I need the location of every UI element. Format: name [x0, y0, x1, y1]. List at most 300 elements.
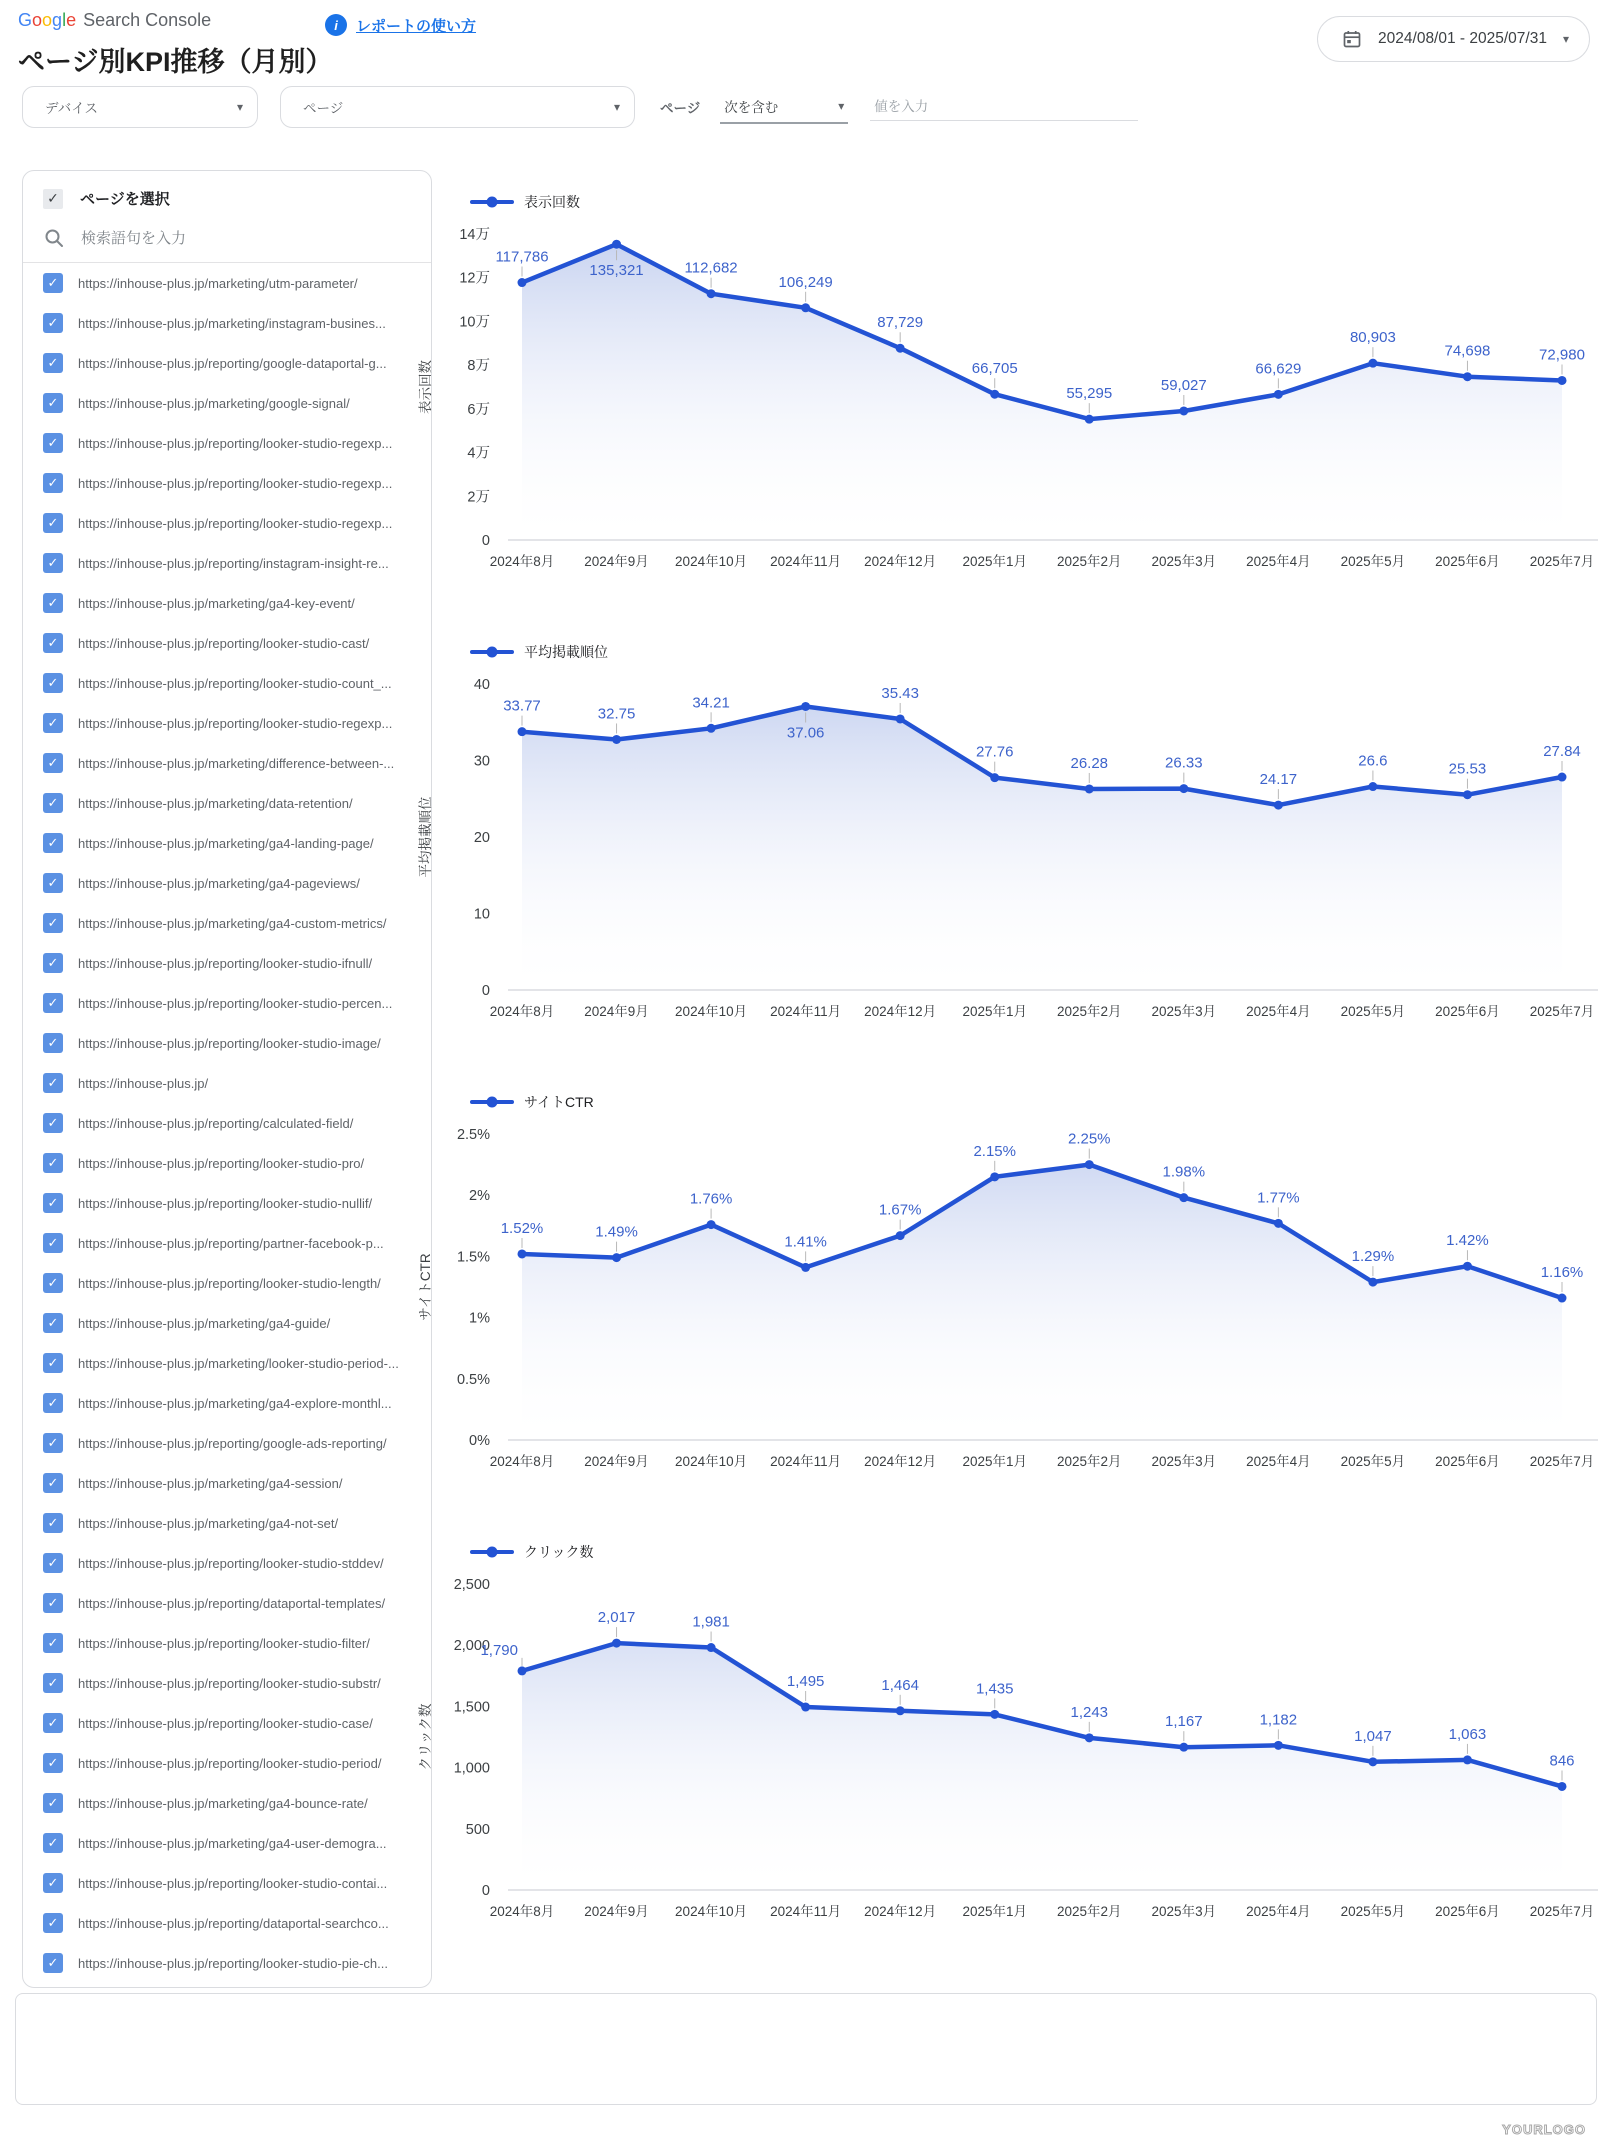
svg-text:2024年8月: 2024年8月 — [489, 1454, 555, 1469]
data-label: 37.06 — [786, 724, 825, 742]
page-url-label: https://inhouse-plus.jp/marketing/ga4-pageviews/ — [78, 875, 360, 891]
svg-text:2024年10月: 2024年10月 — [675, 554, 748, 569]
svg-text:2万: 2万 — [467, 489, 490, 506]
svg-text:2024年10月: 2024年10月 — [675, 1454, 748, 1469]
page-filter-row[interactable] — [23, 1303, 431, 1343]
page-filter-row[interactable] — [23, 983, 431, 1023]
svg-text:12万: 12万 — [459, 270, 490, 287]
page-select-title: ページを選択 — [80, 191, 170, 208]
svg-text:500: 500 — [465, 1821, 490, 1838]
data-point — [1085, 784, 1094, 793]
checked-checkbox-icon[interactable]: ✓ — [43, 273, 63, 293]
line-chart-0 — [410, 220, 1605, 572]
checked-checkbox-icon[interactable]: ✓ — [43, 713, 63, 733]
data-label: 32.75 — [597, 705, 636, 723]
page-url-label: https://inhouse-plus.jp/marketing/ga4-guide/ — [78, 1315, 331, 1331]
checked-checkbox-icon[interactable]: ✓ — [43, 913, 63, 933]
data-point — [990, 773, 999, 782]
data-label: 27.76 — [975, 743, 1014, 761]
page-url-label: https://inhouse-plus.jp/reporting/looker-studio-length/ — [78, 1275, 381, 1291]
svg-text:2024年9月: 2024年9月 — [584, 1004, 649, 1019]
checked-checkbox-icon[interactable]: ✓ — [43, 1113, 63, 1133]
data-label: 1,243 — [1070, 1703, 1109, 1721]
series-area — [522, 244, 1562, 540]
svg-text:2025年4月: 2025年4月 — [1246, 1904, 1311, 1919]
data-point — [1274, 1219, 1283, 1228]
date-range-value: 2024/08/01 - 2025/07/31 — [1378, 30, 1547, 47]
svg-text:2025年3月: 2025年3月 — [1151, 554, 1217, 569]
svg-text:2024年8月: 2024年8月 — [489, 554, 555, 569]
page-filter-row[interactable] — [23, 743, 431, 783]
page-url-label: https://inhouse-plus.jp/reporting/looker-studio-regexp... — [78, 435, 393, 451]
data-point — [1368, 782, 1377, 791]
page-url-label: https://inhouse-plus.jp/marketing/ga4-custom-metrics/ — [78, 915, 387, 931]
checked-checkbox-icon[interactable]: ✓ — [43, 313, 63, 333]
data-point — [896, 1706, 905, 1715]
page-filter-row[interactable] — [23, 303, 431, 343]
checked-checkbox-icon[interactable]: ✓ — [43, 633, 63, 653]
checked-checkbox-icon[interactable]: ✓ — [43, 1633, 63, 1653]
page-filter-row[interactable] — [23, 423, 431, 463]
data-point — [1558, 376, 1567, 385]
data-label: 1,790 — [480, 1641, 518, 1659]
checked-checkbox-icon[interactable]: ✓ — [43, 1713, 63, 1733]
data-point — [1179, 1743, 1188, 1752]
page-filter-row[interactable] — [23, 1503, 431, 1543]
page-url-label: https://inhouse-plus.jp/reporting/looker-studio-image/ — [78, 1035, 381, 1051]
checked-checkbox-icon[interactable]: ✓ — [43, 353, 63, 373]
data-point — [1274, 390, 1283, 399]
data-point — [801, 702, 810, 711]
data-label: 80,903 — [1349, 329, 1396, 347]
legend-series-marker-icon — [470, 1546, 514, 1558]
svg-text:2025年4月: 2025年4月 — [1246, 554, 1311, 569]
help-area — [325, 14, 476, 36]
empty-footer-panel — [15, 1993, 1597, 2105]
page-filter-row[interactable] — [23, 943, 431, 983]
checked-checkbox-icon[interactable]: ✓ — [43, 1473, 63, 1493]
chart-legend — [410, 192, 1612, 212]
search-icon — [43, 227, 65, 249]
checked-checkbox-icon[interactable]: ✓ — [43, 1393, 63, 1413]
data-point — [612, 735, 621, 744]
svg-text:2,000: 2,000 — [453, 1638, 490, 1655]
y-axis-title: 表示回数 — [418, 360, 433, 414]
checked-checkbox-icon[interactable]: ✓ — [43, 1513, 63, 1533]
data-label: 117,786 — [495, 248, 549, 266]
svg-text:14万: 14万 — [459, 227, 490, 243]
data-label: 1.49% — [595, 1223, 638, 1241]
svg-text:2025年4月: 2025年4月 — [1246, 1454, 1311, 1469]
page-filter-dropdown[interactable] — [280, 86, 635, 128]
svg-text:2024年11月: 2024年11月 — [770, 1004, 842, 1019]
page-url-label: https://inhouse-plus.jp/marketing/google-signal/ — [78, 395, 350, 411]
svg-text:1%: 1% — [469, 1310, 490, 1327]
chart-block-0 — [410, 192, 1612, 572]
chart-legend — [410, 642, 1612, 662]
checked-checkbox-icon[interactable]: ✓ — [43, 593, 63, 613]
page-url-label: https://inhouse-plus.jp/marketing/ga4-explore-monthl... — [78, 1395, 392, 1411]
data-label: 24.17 — [1259, 771, 1298, 789]
legend-label: クリック数 — [524, 1544, 594, 1560]
data-label: 106,249 — [778, 273, 833, 291]
page-filter-row[interactable] — [23, 1463, 431, 1503]
select-all-checkbox[interactable]: ✓ — [43, 189, 63, 209]
svg-text:2025年7月: 2025年7月 — [1529, 1904, 1595, 1919]
x-axis-labels — [490, 553, 1595, 569]
logo-letter: G — [18, 10, 33, 30]
checked-checkbox-icon[interactable]: ✓ — [43, 753, 63, 773]
svg-text:10万: 10万 — [459, 314, 490, 331]
page-url-label: https://inhouse-plus.jp/reporting/looker-studio-filter/ — [78, 1635, 370, 1651]
svg-text:2025年5月: 2025年5月 — [1340, 1904, 1406, 1919]
checked-checkbox-icon[interactable]: ✓ — [43, 1313, 63, 1333]
y-axis-ticks — [457, 1127, 490, 1449]
checked-checkbox-icon[interactable]: ✓ — [43, 993, 63, 1013]
y-axis-title: クリック数 — [418, 1703, 433, 1771]
page-url-label: https://inhouse-plus.jp/reporting/partner-facebook-p... — [78, 1235, 384, 1251]
page-filter-row[interactable] — [23, 1423, 431, 1463]
data-label: 2,017 — [597, 1609, 636, 1627]
checked-checkbox-icon[interactable]: ✓ — [43, 873, 63, 893]
svg-text:2024年11月: 2024年11月 — [770, 1904, 842, 1919]
page-filter-row[interactable] — [23, 1703, 431, 1743]
logo-letter: o — [32, 10, 43, 30]
data-point — [990, 1172, 999, 1181]
logo-letter: e — [66, 10, 77, 30]
page-filter-row[interactable] — [23, 663, 431, 703]
x-axis-labels — [490, 1903, 1595, 1919]
data-label: 1.41% — [784, 1233, 827, 1251]
data-point — [518, 1249, 527, 1258]
series-area — [522, 1643, 1562, 1890]
google-logo-letters — [18, 10, 76, 31]
data-point — [707, 289, 716, 298]
page-filter-row[interactable] — [23, 823, 431, 863]
svg-text:0: 0 — [481, 1883, 490, 1899]
svg-text:2025年3月: 2025年3月 — [1151, 1454, 1217, 1469]
data-label: 72,980 — [1539, 346, 1585, 364]
svg-text:2025年1月: 2025年1月 — [962, 554, 1028, 569]
checked-checkbox-icon[interactable]: ✓ — [43, 553, 63, 573]
data-point — [518, 278, 527, 287]
svg-text:2025年5月: 2025年5月 — [1340, 554, 1406, 569]
kpi-charts-area — [410, 192, 1612, 1992]
page-filter-row[interactable] — [23, 1183, 431, 1223]
svg-text:2025年3月: 2025年3月 — [1151, 1904, 1217, 1919]
data-label: 1.52% — [500, 1219, 544, 1237]
data-point — [518, 1666, 527, 1675]
svg-text:6万: 6万 — [467, 401, 490, 418]
page-filter-row[interactable] — [23, 1623, 431, 1663]
y-axis-ticks — [474, 677, 490, 999]
data-point — [1368, 1757, 1377, 1766]
report-help-link[interactable]: レポートの使い方 — [356, 17, 477, 35]
data-point — [1179, 406, 1188, 415]
page-filter-row[interactable] — [23, 623, 431, 663]
checked-checkbox-icon[interactable]: ✓ — [43, 1073, 63, 1093]
data-label: 1.77% — [1257, 1189, 1300, 1207]
data-point — [1558, 773, 1567, 782]
page-url-label: https://inhouse-plus.jp/reporting/looker-studio-pro/ — [78, 1155, 365, 1171]
data-label: 1.16% — [1540, 1264, 1584, 1282]
condition-operator-value: 次を含む — [724, 100, 779, 115]
data-label: 1,981 — [692, 1613, 730, 1631]
checked-checkbox-icon[interactable]: ✓ — [43, 473, 63, 493]
page-checkbox-list[interactable] — [23, 263, 431, 2023]
legend-label: 表示回数 — [524, 194, 580, 210]
svg-text:2024年12月: 2024年12月 — [864, 1454, 937, 1469]
checked-checkbox-icon[interactable]: ✓ — [43, 1913, 63, 1933]
page-filter-label: ページ — [303, 101, 344, 116]
page-filter-row[interactable] — [23, 1143, 431, 1183]
page-url-label: https://inhouse-plus.jp/reporting/looker-studio-substr/ — [78, 1675, 381, 1691]
page-filter-row[interactable] — [23, 463, 431, 503]
page-url-label: https://inhouse-plus.jp/reporting/looker-studio-nullif/ — [78, 1195, 373, 1211]
page-filter-row[interactable] — [23, 1063, 431, 1103]
legend-series-marker-icon — [470, 646, 514, 658]
page-filter-row[interactable] — [23, 1583, 431, 1623]
data-label: 55,295 — [1066, 385, 1113, 403]
svg-text:0%: 0% — [469, 1433, 490, 1449]
data-point — [1463, 790, 1472, 799]
svg-text:2025年5月: 2025年5月 — [1340, 1004, 1406, 1019]
data-label: 87,729 — [877, 314, 924, 332]
svg-text:2025年1月: 2025年1月 — [962, 1004, 1028, 1019]
data-point — [801, 1703, 810, 1712]
page-filter-row[interactable] — [23, 903, 431, 943]
condition-operator-select[interactable] — [720, 90, 848, 124]
page-filter-row[interactable] — [23, 1023, 431, 1063]
svg-text:2024年9月: 2024年9月 — [584, 1454, 649, 1469]
page-url-label: https://inhouse-plus.jp/marketing/ga4-key-event/ — [78, 595, 355, 611]
checked-checkbox-icon[interactable]: ✓ — [43, 1153, 63, 1173]
legend-label: サイトCTR — [524, 1094, 594, 1110]
calendar-icon — [1342, 29, 1362, 49]
data-point — [612, 240, 621, 249]
page-url-label: https://inhouse-plus.jp/reporting/google-ads-reporting/ — [78, 1435, 387, 1451]
svg-text:0: 0 — [481, 533, 490, 549]
svg-text:2025年5月: 2025年5月 — [1340, 1454, 1406, 1469]
date-range-picker[interactable] — [1317, 16, 1590, 62]
svg-text:2025年1月: 2025年1月 — [962, 1904, 1028, 1919]
page-filter-row[interactable] — [23, 383, 431, 423]
svg-text:2025年2月: 2025年2月 — [1056, 1904, 1122, 1919]
page-url-label: https://inhouse-plus.jp/marketing/ga4-landing-page/ — [78, 835, 374, 851]
svg-text:2025年7月: 2025年7月 — [1529, 554, 1595, 569]
page-url-label: https://inhouse-plus.jp/reporting/looker-studio-case/ — [78, 1715, 373, 1731]
data-label: 74,698 — [1444, 342, 1491, 360]
page-filter-row[interactable] — [23, 263, 431, 303]
checked-checkbox-icon[interactable]: ✓ — [43, 1593, 63, 1613]
page-url-label: https://inhouse-plus.jp/reporting/looker-studio-regexp... — [78, 515, 393, 531]
checked-checkbox-icon[interactable]: ✓ — [43, 1553, 63, 1573]
data-point — [1463, 372, 1472, 381]
svg-text:20: 20 — [473, 830, 490, 846]
svg-text:2024年8月: 2024年8月 — [489, 1904, 555, 1919]
checked-checkbox-icon[interactable]: ✓ — [43, 1673, 63, 1693]
checked-checkbox-icon[interactable]: ✓ — [43, 953, 63, 973]
data-label: 27.84 — [1543, 743, 1581, 761]
google-search-console-logo — [18, 10, 211, 31]
data-label: 1.67% — [878, 1201, 922, 1219]
svg-text:2025年6月: 2025年6月 — [1435, 1904, 1500, 1919]
page-filter-row[interactable] — [23, 1743, 431, 1783]
page-url-label: https://inhouse-plus.jp/ — [78, 1075, 209, 1091]
checked-checkbox-icon[interactable]: ✓ — [43, 1273, 63, 1293]
svg-text:10: 10 — [473, 906, 490, 923]
checked-checkbox-icon[interactable]: ✓ — [43, 513, 63, 533]
page-filter-row[interactable] — [23, 343, 431, 383]
page-filter-row[interactable] — [23, 1783, 431, 1823]
x-axis-labels — [490, 1003, 1595, 1019]
checked-checkbox-icon[interactable]: ✓ — [43, 1873, 63, 1893]
data-point — [707, 1220, 716, 1229]
page-search-row — [23, 218, 431, 262]
logo-letter: o — [42, 10, 53, 30]
page-filter-row[interactable] — [23, 863, 431, 903]
page-url-label: https://inhouse-plus.jp/marketing/ga4-session/ — [78, 1475, 343, 1491]
svg-text:2025年4月: 2025年4月 — [1246, 1004, 1311, 1019]
page-url-label: https://inhouse-plus.jp/marketing/difference-between-... — [78, 755, 395, 771]
logo-letter: l — [62, 10, 67, 30]
svg-text:1,500: 1,500 — [453, 1699, 490, 1716]
page-filter-row[interactable] — [23, 1223, 431, 1263]
logo-letter: g — [52, 10, 63, 30]
device-filter-dropdown[interactable] — [22, 86, 258, 128]
page-filter-row[interactable] — [23, 583, 431, 623]
data-point — [1179, 784, 1188, 793]
data-point — [612, 1639, 621, 1648]
series-area — [522, 707, 1562, 991]
data-label: 59,027 — [1160, 376, 1207, 394]
checked-checkbox-icon[interactable]: ✓ — [43, 1033, 63, 1053]
page-filter-row[interactable] — [23, 503, 431, 543]
page-filter-row[interactable] — [23, 1343, 431, 1383]
checked-checkbox-icon[interactable]: ✓ — [43, 1353, 63, 1373]
data-label: 1,167 — [1165, 1713, 1203, 1731]
data-label: 1,047 — [1354, 1727, 1392, 1745]
page-filter-row[interactable] — [23, 1263, 431, 1303]
x-axis-labels — [490, 1453, 1595, 1469]
page-condition-filter — [660, 86, 1138, 128]
data-label: 25.53 — [1448, 760, 1487, 778]
data-point — [1558, 1782, 1567, 1791]
page-url-label: https://inhouse-plus.jp/marketing/utm-parameter/ — [78, 275, 358, 291]
page-url-label: https://inhouse-plus.jp/reporting/calculated-field/ — [78, 1115, 354, 1131]
checked-checkbox-icon[interactable]: ✓ — [43, 673, 63, 693]
page-filter-row[interactable] — [23, 543, 431, 583]
page-select-panel — [22, 170, 432, 1988]
data-point — [1179, 1193, 1188, 1202]
svg-text:0: 0 — [481, 983, 490, 999]
page-filter-row[interactable] — [23, 1103, 431, 1143]
page-filter-row[interactable] — [23, 1863, 431, 1903]
checked-checkbox-icon[interactable]: ✓ — [43, 393, 63, 413]
line-chart-2 — [410, 1120, 1605, 1472]
svg-text:40: 40 — [473, 677, 490, 693]
svg-text:2025年6月: 2025年6月 — [1435, 554, 1500, 569]
condition-field-label: ページ — [660, 101, 701, 116]
line-chart-1 — [410, 670, 1605, 1022]
checked-checkbox-icon[interactable]: ✓ — [43, 1793, 63, 1813]
data-label: 1.76% — [689, 1190, 733, 1208]
checked-checkbox-icon[interactable]: ✓ — [43, 1193, 63, 1213]
page-url-label: https://inhouse-plus.jp/reporting/instagram-insight-re... — [78, 555, 389, 571]
data-point — [801, 1263, 810, 1272]
data-label: 1,464 — [881, 1676, 919, 1694]
chart-block-2 — [410, 1092, 1612, 1472]
page-filter-row[interactable] — [23, 1943, 431, 1983]
data-label: 1,063 — [1448, 1725, 1487, 1743]
data-label: 1.29% — [1351, 1248, 1395, 1266]
checked-checkbox-icon[interactable]: ✓ — [43, 1953, 63, 1973]
checked-checkbox-icon[interactable]: ✓ — [43, 793, 63, 813]
page-url-label: https://inhouse-plus.jp/marketing/ga4-user-demogra... — [78, 1835, 387, 1851]
data-point — [1463, 1262, 1472, 1271]
data-label: 66,705 — [971, 360, 1018, 378]
svg-text:2024年10月: 2024年10月 — [675, 1004, 748, 1019]
data-point — [1368, 1278, 1377, 1287]
svg-text:2024年11月: 2024年11月 — [770, 554, 842, 569]
page-filter-row[interactable] — [23, 1663, 431, 1703]
checked-checkbox-icon[interactable]: ✓ — [43, 1233, 63, 1253]
legend-series-marker-icon — [470, 1096, 514, 1108]
svg-text:2024年9月: 2024年9月 — [584, 554, 649, 569]
logo-product-text: Search Console — [83, 10, 212, 30]
y-axis-title: 平均掲載順位 — [418, 796, 433, 878]
y-axis-ticks — [454, 1577, 490, 1899]
page-filter-row[interactable] — [23, 703, 431, 743]
svg-text:4万: 4万 — [467, 445, 490, 462]
data-point — [707, 1643, 716, 1652]
svg-text:1.5%: 1.5% — [456, 1249, 490, 1266]
data-label: 33.77 — [503, 697, 541, 715]
svg-text:2025年1月: 2025年1月 — [962, 1454, 1028, 1469]
data-label: 1.98% — [1162, 1163, 1206, 1181]
checked-checkbox-icon[interactable]: ✓ — [43, 1753, 63, 1773]
data-point — [1085, 1733, 1094, 1742]
chevron-down-icon: ▾ — [838, 99, 845, 113]
checked-checkbox-icon[interactable]: ✓ — [43, 1833, 63, 1853]
data-point — [1274, 801, 1283, 810]
info-icon: i — [325, 14, 347, 36]
svg-text:2025年7月: 2025年7月 — [1529, 1454, 1595, 1469]
page-url-label: https://inhouse-plus.jp/reporting/google-dataportal-g... — [78, 355, 387, 371]
data-label: 34.21 — [692, 694, 730, 712]
data-point — [518, 727, 527, 736]
page-url-label: https://inhouse-plus.jp/marketing/ga4-bounce-rate/ — [78, 1795, 368, 1811]
y-axis-title: サイトCTR — [418, 1253, 433, 1321]
data-label: 1,495 — [786, 1673, 825, 1691]
checked-checkbox-icon[interactable]: ✓ — [43, 833, 63, 853]
checked-checkbox-icon[interactable]: ✓ — [43, 433, 63, 453]
chevron-down-icon: ▾ — [236, 100, 243, 114]
data-point — [990, 1710, 999, 1719]
checked-checkbox-icon[interactable]: ✓ — [43, 1433, 63, 1453]
page-search-input[interactable] — [81, 230, 401, 247]
page-filter-row[interactable] — [23, 1903, 431, 1943]
svg-text:2025年2月: 2025年2月 — [1056, 1004, 1122, 1019]
page-filter-row[interactable] — [23, 783, 431, 823]
page-url-label: https://inhouse-plus.jp/reporting/looker-studio-contai... — [78, 1875, 388, 1891]
page-filter-row[interactable] — [23, 1543, 431, 1583]
condition-value-input[interactable] — [870, 93, 1138, 121]
page-filter-row[interactable] — [23, 1383, 431, 1423]
data-label: 2.15% — [973, 1142, 1017, 1160]
page-filter-row[interactable] — [23, 1823, 431, 1863]
data-label: 135,321 — [589, 262, 644, 280]
